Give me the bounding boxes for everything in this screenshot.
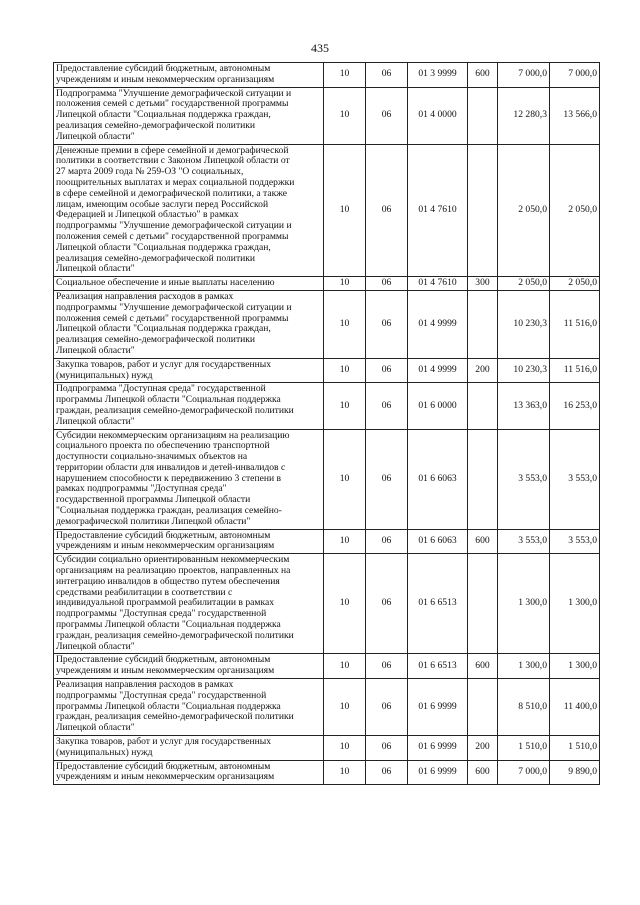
- budget-table: [53, 62, 600, 785]
- row-target-article: 01 4 0000: [408, 87, 468, 144]
- row-chapter: 10: [324, 63, 366, 88]
- row-target-article: 01 6 6063: [408, 529, 468, 554]
- row-expense-type: 300: [468, 277, 498, 291]
- row-amount-second: 7 000,0: [550, 63, 600, 88]
- row-amount-second: 1 510,0: [550, 736, 600, 761]
- row-subsection: 06: [366, 529, 408, 554]
- row-description: Субсидии некоммерческим организациям на реализацию социального проекта по обеспечению транспортной доступности социально-значимых объектов на территории области для инвалидов и детей-инвалидов с нарушением способности к передвижению 3 степени в рамках подпрограммы "Доступная среда" государственной программы Липецкой области "Социальная поддержка граждан, реализация семейно- демографической политики Липецкой области": [54, 429, 324, 529]
- row-chapter: 10: [324, 529, 366, 554]
- row-chapter: 10: [324, 429, 366, 529]
- table-row: [54, 529, 600, 554]
- row-expense-type: 600: [468, 760, 498, 785]
- row-amount-first: 10 230,3: [498, 358, 550, 383]
- table-row: [54, 736, 600, 761]
- row-target-article: 01 4 9999: [408, 290, 468, 358]
- row-description: Предоставление субсидий бюджетным, автономным учреждениям и иным некоммерческим организациям: [54, 63, 324, 88]
- row-amount-second: 2 050,0: [550, 277, 600, 291]
- row-subsection: 06: [366, 679, 408, 736]
- row-subsection: 06: [366, 63, 408, 88]
- row-amount-first: 13 363,0: [498, 383, 550, 429]
- row-amount-first: 2 050,0: [498, 144, 550, 277]
- row-expense-type: 200: [468, 736, 498, 761]
- row-amount-first: 12 280,3: [498, 87, 550, 144]
- row-chapter: 10: [324, 760, 366, 785]
- row-subsection: 06: [366, 736, 408, 761]
- row-chapter: 10: [324, 654, 366, 679]
- row-description: Подпрограмма "Доступная среда" государственной программы Липецкой области "Социальная поддержка граждан, реализация семейно-демографической политики Липецкой области": [54, 383, 324, 429]
- table-row: [54, 654, 600, 679]
- row-chapter: 10: [324, 144, 366, 277]
- table-row: [54, 383, 600, 429]
- row-amount-first: 1 300,0: [498, 554, 550, 654]
- row-description: Предоставление субсидий бюджетным, автономным учреждениям и иным некоммерческим организациям: [54, 529, 324, 554]
- row-target-article: 01 4 9999: [408, 358, 468, 383]
- row-target-article: 01 4 7610: [408, 277, 468, 291]
- row-expense-type: 600: [468, 529, 498, 554]
- row-expense-type: [468, 554, 498, 654]
- row-description: Предоставление субсидий бюджетным, автономным учреждениям и иным некоммерческим организациям: [54, 760, 324, 785]
- row-chapter: 10: [324, 554, 366, 654]
- row-subsection: 06: [366, 654, 408, 679]
- table-row: [54, 760, 600, 785]
- row-expense-type: 600: [468, 63, 498, 88]
- row-chapter: 10: [324, 87, 366, 144]
- table-row: [54, 277, 600, 291]
- row-subsection: 06: [366, 554, 408, 654]
- row-chapter: 10: [324, 383, 366, 429]
- row-amount-second: 3 553,0: [550, 529, 600, 554]
- row-description: Закупка товаров, работ и услуг для государственных (муниципальных) нужд: [54, 736, 324, 761]
- row-amount-second: 11 400,0: [550, 679, 600, 736]
- row-amount-second: 1 300,0: [550, 554, 600, 654]
- row-target-article: 01 6 9999: [408, 679, 468, 736]
- row-description: Реализация направления расходов в рамках подпрограммы "Доступная среда" государственной программы Липецкой области "Социальная поддержка граждан, реализация семейно-демографической политики Липецкой области": [54, 679, 324, 736]
- table-row: [54, 679, 600, 736]
- row-expense-type: [468, 144, 498, 277]
- row-chapter: 10: [324, 358, 366, 383]
- row-amount-first: 1 510,0: [498, 736, 550, 761]
- row-description: Реализация направления расходов в рамках подпрограммы "Улучшение демографической ситуации и положения семей с детьми" государственной программы Липецкой области "Социальная поддержка граждан, реализация семейно-демографической политики Липецкой области": [54, 290, 324, 358]
- row-target-article: 01 6 0000: [408, 383, 468, 429]
- row-target-article: 01 6 6513: [408, 554, 468, 654]
- row-chapter: 10: [324, 679, 366, 736]
- row-subsection: 06: [366, 358, 408, 383]
- row-amount-first: 1 300,0: [498, 654, 550, 679]
- row-amount-first: 7 000,0: [498, 63, 550, 88]
- row-description: Подпрограмма "Улучшение демографической ситуации и положения семей с детьми" государственной программы Липецкой области "Социальная поддержка граждан, реализация семейно-демографической политики Липецкой области": [54, 87, 324, 144]
- row-target-article: 01 6 6063: [408, 429, 468, 529]
- table-row: [54, 87, 600, 144]
- row-expense-type: [468, 383, 498, 429]
- row-target-article: 01 6 9999: [408, 736, 468, 761]
- table-row: [54, 554, 600, 654]
- table-row: [54, 429, 600, 529]
- row-amount-second: 3 553,0: [550, 429, 600, 529]
- row-amount-first: 7 000,0: [498, 760, 550, 785]
- row-amount-second: 16 253,0: [550, 383, 600, 429]
- row-expense-type: [468, 87, 498, 144]
- row-expense-type: [468, 429, 498, 529]
- row-amount-second: 11 516,0: [550, 290, 600, 358]
- row-expense-type: [468, 679, 498, 736]
- table-row: [54, 144, 600, 277]
- table-row: [54, 358, 600, 383]
- row-subsection: 06: [366, 383, 408, 429]
- row-subsection: 06: [366, 277, 408, 291]
- table-row: [54, 63, 600, 88]
- row-target-article: 01 6 9999: [408, 760, 468, 785]
- row-amount-second: 2 050,0: [550, 144, 600, 277]
- row-expense-type: [468, 290, 498, 358]
- row-description: Социальное обеспечение и иные выплаты населению: [54, 277, 324, 291]
- row-amount-second: 9 890,0: [550, 760, 600, 785]
- row-subsection: 06: [366, 429, 408, 529]
- row-expense-type: 600: [468, 654, 498, 679]
- row-amount-first: 2 050,0: [498, 277, 550, 291]
- row-amount-first: 3 553,0: [498, 529, 550, 554]
- row-amount-first: 8 510,0: [498, 679, 550, 736]
- row-amount-first: 10 230,3: [498, 290, 550, 358]
- row-chapter: 10: [324, 736, 366, 761]
- row-subsection: 06: [366, 87, 408, 144]
- row-target-article: 01 3 9999: [408, 63, 468, 88]
- row-amount-first: 3 553,0: [498, 429, 550, 529]
- row-expense-type: 200: [468, 358, 498, 383]
- row-chapter: 10: [324, 290, 366, 358]
- page-number: 435: [311, 41, 329, 55]
- row-description: Предоставление субсидий бюджетным, автономным учреждениям и иным некоммерческим организациям: [54, 654, 324, 679]
- row-target-article: 01 6 6513: [408, 654, 468, 679]
- row-chapter: 10: [324, 277, 366, 291]
- row-description: Денежные премии в сфере семейной и демографической политики в соответствии с Законом Липецкой области от 27 марта 2009 года № 259-ОЗ "О социальных, поощрительных выплатах и мерах социальной поддержки в сфере семейной и демографической политики, а также лицам, имеющим особые заслуги перед Российской Федерацией и Липецкой областью" в рамках подпрограммы "Улучшение демографической ситуации и положения семей с детьми" государственной программы Липецкой области "Социальная поддержка граждан, реализация семейно-демографической политики Липецкой области": [54, 144, 324, 277]
- row-subsection: 06: [366, 290, 408, 358]
- row-target-article: 01 4 7610: [408, 144, 468, 277]
- row-amount-second: 11 516,0: [550, 358, 600, 383]
- row-description: Закупка товаров, работ и услуг для государственных (муниципальных) нужд: [54, 358, 324, 383]
- table-row: [54, 290, 600, 358]
- budget-table-body: [54, 63, 600, 785]
- row-description: Субсидии социально ориентированным некоммерческим организациям на реализацию проектов, направленных на интеграцию инвалидов в общество путем обеспечения средствами реабилитации в соответствии с индивидуальной программой реабилитации в рамках подпрограммы "Доступная среда" государственной программы Липецкой области "Социальная поддержка граждан, реализация семейно-демографической политики Липецкой области": [54, 554, 324, 654]
- row-amount-second: 13 566,0: [550, 87, 600, 144]
- row-amount-second: 1 300,0: [550, 654, 600, 679]
- row-subsection: 06: [366, 760, 408, 785]
- row-subsection: 06: [366, 144, 408, 277]
